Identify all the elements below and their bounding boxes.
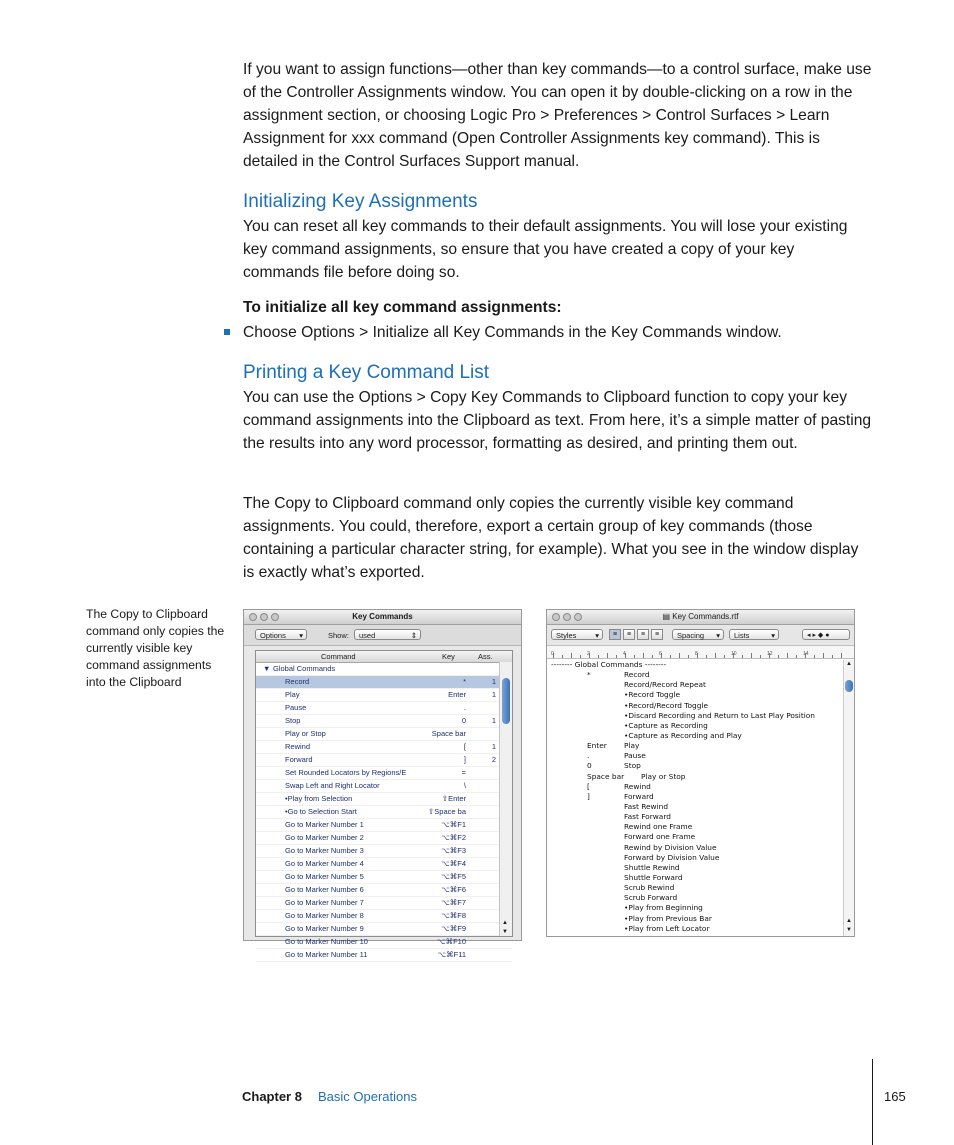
key-cell: ⌥⌘F4: [441, 859, 466, 868]
ruler-tick: [841, 653, 842, 658]
text-line: [551, 873, 841, 883]
key-cell: ⌥⌘F10: [436, 937, 466, 946]
scroll-up-icon[interactable]: ▲: [846, 661, 852, 667]
table-row[interactable]: [256, 910, 512, 923]
text-line: [551, 670, 841, 680]
key-commands-table: [255, 650, 513, 959]
group-label: Global Commands: [273, 664, 336, 673]
bullet-text: Choose Options > Initialize all Key Commands in the Key Commands window.: [243, 324, 782, 341]
text-line: [551, 751, 841, 761]
command-cell: Go to Marker Number 2: [285, 833, 364, 842]
ruler-number: 2: [587, 651, 590, 657]
table-row[interactable]: [256, 949, 512, 962]
ruler-tick: [778, 655, 779, 658]
chevron-down-icon: ▾: [716, 631, 720, 640]
text-line: [551, 701, 841, 711]
scroll-down-icon[interactable]: ▼: [846, 927, 852, 933]
table-row[interactable]: [256, 845, 512, 858]
table-row[interactable]: [256, 676, 512, 689]
command-cell: Go to Marker Number 9: [285, 924, 364, 933]
text-line: [551, 914, 841, 924]
command-cell: Play: [285, 690, 300, 699]
ruler-tick: [580, 655, 581, 658]
text-line: [551, 782, 841, 792]
ass-cell: 2: [491, 755, 496, 764]
vertical-scrollbar[interactable]: [843, 660, 854, 936]
command-text: •Play from Previous Bar: [624, 913, 712, 923]
command-cell: Go to Marker Number 3: [285, 846, 364, 855]
ruler-tick: [760, 655, 761, 658]
show-select[interactable]: [354, 629, 421, 640]
key-cell: ]: [463, 755, 466, 764]
ruler-number: 10: [731, 651, 737, 657]
command-cell: Go to Marker Number 11: [285, 950, 368, 959]
footer-divider: [872, 1059, 873, 1145]
command-cell: Swap Left and Right Locator: [285, 781, 380, 790]
task-heading: To initialize all key command assignments:: [243, 299, 562, 316]
ruler-number: 14: [803, 651, 809, 657]
key-cell: ⇧Enter: [441, 794, 466, 803]
command-text: Play or Stop: [641, 771, 686, 781]
table-row[interactable]: [256, 871, 512, 884]
ruler-number: 4: [623, 651, 626, 657]
command-cell: Forward: [285, 755, 313, 764]
command-text: Forward by Division Value: [624, 852, 720, 862]
options-menu[interactable]: [255, 629, 307, 640]
text-line: [551, 893, 841, 903]
command-cell: Go to Marker Number 10: [285, 937, 368, 946]
heading-printing-key-command-list: Printing a Key Command List: [243, 362, 490, 383]
table-row[interactable]: [256, 832, 512, 845]
format-toolbar: [547, 625, 854, 646]
ruler-tick: [715, 653, 716, 658]
ruler-tick: [679, 653, 680, 658]
ruler-tick: [643, 653, 644, 658]
command-text: Forward: [624, 791, 654, 801]
key-cell: Space bar: [431, 729, 466, 738]
key-cell: ⌥⌘F9: [441, 924, 466, 933]
command-text: •Capture as Recording and Play: [624, 730, 742, 740]
ruler-tick: [832, 655, 833, 658]
table-row[interactable]: [256, 715, 512, 728]
command-text: Rewind: [624, 781, 651, 791]
group-row[interactable]: [256, 663, 512, 676]
ruler-tick: [670, 655, 671, 658]
command-text: •Capture as Recording: [624, 720, 708, 730]
key-cell: ⌥⌘F2: [441, 833, 466, 842]
text-line: [551, 711, 841, 721]
text-line: [551, 853, 841, 863]
text-line: [551, 883, 841, 893]
key-text: Space bar: [587, 771, 625, 781]
ruler[interactable]: [547, 646, 854, 659]
page-number: 165: [884, 1089, 906, 1104]
command-text: •Record/Record Toggle: [624, 700, 709, 710]
command-text: Record: [624, 670, 650, 680]
command-text: Play: [624, 741, 640, 751]
text-line: [551, 863, 841, 873]
ruler-tick: [742, 655, 743, 658]
printing-paragraph-2: The Copy to Clipboard command only copies the currently visible key command assignments. You could, therefore, export a certain group of key commands (those containing a particular character string, for example). What you see in the window display is exactly what’s exported.: [243, 495, 859, 581]
text-line: [551, 741, 841, 751]
lists-label: Lists: [734, 631, 750, 640]
updown-arrows-icon: ⇕: [410, 631, 417, 640]
text-line: [551, 802, 841, 812]
table-row[interactable]: [256, 884, 512, 897]
ruler-tick: [823, 653, 824, 658]
ruler-tick: [562, 655, 563, 658]
window-title: Key Commands: [352, 612, 413, 621]
key-cell: .: [463, 703, 466, 712]
ruler-number: 6: [659, 651, 662, 657]
text-line: [551, 680, 841, 690]
ruler-tick: [616, 655, 617, 658]
table-row[interactable]: [256, 897, 512, 910]
command-text: •Play from Beginning: [624, 903, 703, 913]
text-line: [551, 731, 841, 741]
key-cell: ⌥⌘F6: [441, 885, 466, 894]
key-cell: ⌥⌘F5: [441, 872, 466, 881]
window-title: Key Commands.rtf: [672, 612, 739, 621]
text-line: [551, 792, 841, 802]
lists-select[interactable]: [729, 629, 779, 640]
key-cell: ⌥⌘F3: [441, 846, 466, 855]
command-cell: Record: [285, 677, 310, 686]
textedit-titlebar: [547, 610, 854, 625]
table-row[interactable]: [256, 806, 512, 819]
ruler-tick: [706, 655, 707, 658]
align-right-button[interactable]: ≡: [651, 629, 663, 640]
ruler-tick: [607, 653, 608, 658]
heading-initializing-key-assignments: Initializing Key Assignments: [243, 191, 478, 212]
command-cell: Play or Stop: [285, 729, 326, 738]
command-cell: Go to Marker Number 8: [285, 911, 364, 920]
key-cell: 0: [461, 716, 466, 725]
ruler-tick: [724, 655, 725, 658]
figure-caption: The Copy to Clipboard command only copies the currently visible key command assignments into the Clipboard: [86, 607, 225, 689]
ruler-tick: [634, 655, 635, 658]
ass-cell: 1: [491, 690, 496, 699]
table-row[interactable]: [256, 858, 512, 871]
chevron-down-icon: ▾: [299, 631, 303, 640]
command-text: Rewind one Frame: [624, 822, 693, 832]
ruler-tick: [787, 653, 788, 658]
ruler-tick: [814, 655, 815, 658]
table-row[interactable]: [256, 741, 512, 754]
key-text: .: [587, 751, 590, 761]
key-cell: ⌥⌘F8: [441, 911, 466, 920]
text-line: [551, 772, 841, 782]
text-line: [551, 660, 841, 670]
align-justify-button[interactable]: ≡: [637, 629, 649, 640]
key-cell: ⌥⌘F1: [441, 820, 466, 829]
intro-paragraph: If you want to assign functions—other than key commands—to a control surface, make use of the Controller Assignments window. You can open it by double-clicking on a row in the assignment section, or choosing Logic Pro > Preferences > Control Surfaces > Learn Assignment for xxx command (Open Controller Assignments key command). This is detailed in the Control Surfaces Support manual.: [243, 61, 872, 170]
ruler-tick: [751, 653, 752, 658]
styles-select[interactable]: [551, 629, 603, 640]
key-cell: *: [463, 677, 466, 686]
table-header: [256, 651, 512, 663]
ruler-tick: [598, 655, 599, 658]
command-cell: Stop: [285, 716, 301, 725]
ass-cell: 1: [491, 716, 496, 725]
key-text: -------- Global Commands --------: [551, 660, 667, 669]
key-text: 0: [587, 761, 592, 771]
text-line: [551, 812, 841, 822]
styles-label: Styles: [556, 631, 577, 640]
command-cell: Pause: [285, 703, 307, 712]
document-text-area[interactable]: [551, 660, 841, 934]
table-row[interactable]: [256, 728, 512, 741]
ruler-number: 0: [551, 651, 554, 657]
col-key[interactable]: Key: [442, 652, 455, 661]
ruler-tick: [571, 653, 572, 658]
col-command[interactable]: Command: [321, 652, 356, 661]
chevron-down-icon: ▾: [595, 631, 599, 640]
key-cell: ⇧Space ba: [428, 807, 466, 816]
command-cell: Go to Marker Number 7: [285, 898, 364, 907]
show-value: used: [359, 631, 376, 640]
command-text: Record/Record Repeat: [624, 680, 706, 690]
command-text: Pause: [624, 751, 646, 761]
table-row[interactable]: [256, 936, 512, 949]
command-text: •Discard Recording and Return to Last Play Position: [624, 710, 815, 720]
scroll-down-icon[interactable]: ▼: [502, 929, 508, 935]
command-text: Stop: [624, 761, 641, 771]
text-line: [551, 903, 841, 913]
tab-stops-control[interactable]: [802, 629, 850, 640]
ruler-number: 12: [767, 651, 773, 657]
command-text: Forward one Frame: [624, 832, 696, 842]
text-line: [551, 832, 841, 842]
footer-chapter: Chapter 8: [242, 1089, 302, 1104]
table-row[interactable]: [256, 767, 512, 780]
command-cell: Set Rounded Locators by Regions/E: [285, 768, 407, 777]
command-text: Scrub Forward: [624, 893, 678, 903]
bullet-item: [224, 321, 782, 344]
command-text: Fast Rewind: [624, 801, 669, 811]
vertical-scrollbar[interactable]: [499, 662, 512, 936]
show-label: Show:: [328, 631, 349, 640]
scroll-up-icon[interactable]: ▲: [846, 918, 852, 924]
table-row[interactable]: [256, 793, 512, 806]
text-line: [551, 721, 841, 731]
disclosure-triangle-icon[interactable]: ▼: [263, 664, 271, 673]
chevron-down-icon: ▾: [771, 631, 775, 640]
command-cell: Go to Marker Number 1: [285, 820, 364, 829]
table-row[interactable]: [256, 689, 512, 702]
textedit-window: [546, 609, 855, 937]
command-text: Fast Forward: [624, 812, 671, 822]
command-cell: •Play from Selection: [285, 794, 353, 803]
printing-paragraph-1: You can use the Options > Copy Key Commands to Clipboard function to copy your key command assignments into the Clipboard as text. From here, it’s a simple matter of pasting the results into any word processor, formatting as desired, and printing them out.: [243, 389, 872, 452]
table-row[interactable]: [256, 754, 512, 767]
ass-cell: 1: [491, 742, 496, 751]
scroll-thumb[interactable]: [845, 680, 853, 692]
command-text: •Play from Left Locator: [624, 923, 710, 933]
table-row[interactable]: [256, 780, 512, 793]
command-text: •Record Toggle: [624, 690, 681, 700]
footer-section: Basic Operations: [318, 1089, 417, 1104]
table-row[interactable]: [256, 923, 512, 936]
options-label: Options: [260, 631, 286, 640]
command-text: Rewind by Division Value: [624, 842, 717, 852]
command-cell: Go to Marker Number 4: [285, 859, 364, 868]
key-cell: Enter: [448, 690, 466, 699]
key-text: [: [587, 781, 590, 791]
key-text: ]: [587, 791, 590, 801]
text-line: [551, 924, 841, 934]
key-cell: ⌥⌘F11: [437, 950, 466, 959]
text-line: [551, 822, 841, 832]
command-text: Shuttle Forward: [624, 872, 683, 882]
key-text: *: [587, 670, 591, 680]
ruler-number: 8: [695, 651, 698, 657]
col-ass[interactable]: Ass.: [478, 652, 493, 661]
ruler-tick: [796, 655, 797, 658]
document-icon: ▤: [662, 612, 671, 621]
key-cell: ⌥⌘F7: [441, 898, 466, 907]
command-text: Scrub Rewind: [624, 883, 675, 893]
bullet-square-icon: [224, 329, 230, 335]
key-commands-window: [243, 609, 522, 959]
spacing-select[interactable]: [672, 629, 724, 640]
spacing-label: Spacing: [677, 631, 705, 640]
command-text: Shuttle Rewind: [624, 862, 680, 872]
key-commands-toolbar: [244, 625, 521, 646]
table-row[interactable]: [256, 819, 512, 832]
command-cell: Go to Marker Number 5: [285, 872, 364, 881]
command-cell: Go to Marker Number 6: [285, 885, 364, 894]
text-line: [551, 761, 841, 771]
align-left-button[interactable]: ≡: [609, 629, 621, 640]
table-row[interactable]: [256, 702, 512, 715]
ass-cell: 1: [491, 677, 496, 686]
ruler-tick: [688, 655, 689, 658]
initializing-paragraph: You can reset all key commands to their default assignments. You will lose your existing key command assignments, so ensure that you have created a copy of your key commands file before doing so.: [243, 218, 848, 281]
key-cell: [: [463, 742, 466, 751]
key-cell: \: [463, 781, 466, 790]
tab-stops-icon: ◂ ▸ ◆ ●: [807, 632, 830, 639]
scroll-thumb[interactable]: [502, 678, 510, 724]
key-commands-titlebar: [244, 610, 521, 625]
align-center-button[interactable]: ≡: [623, 629, 635, 640]
command-cell: Rewind: [285, 742, 311, 751]
key-cell: =: [461, 768, 466, 777]
ruler-tick: [652, 655, 653, 658]
text-line: [551, 690, 841, 700]
key-text: Enter: [587, 741, 607, 751]
command-cell: •Go to Selection Start: [285, 807, 357, 816]
scroll-up-icon[interactable]: ▲: [502, 920, 508, 926]
text-line: [551, 843, 841, 853]
